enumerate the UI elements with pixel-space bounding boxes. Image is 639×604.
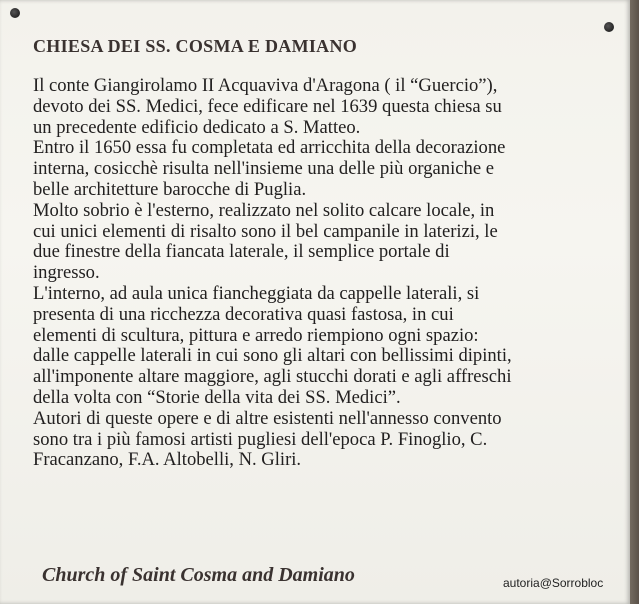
body-line: presenta di una ricchezza decorativa quasi fastosa, in cui [33, 303, 454, 325]
body-line: due finestre della fiancata laterale, il semplice portale di [33, 241, 450, 263]
body-line: della volta con “Storie della vita dei SS. Medici”. [33, 386, 401, 408]
body-line: dalle cappelle laterali in cui sono gli altari con bellissimi dipinti, [33, 345, 512, 367]
body-line: Entro il 1650 essa fu completata ed arricchita della decorazione [33, 137, 506, 159]
body-line: all'imponente altare maggiore, agli stucchi dorati e agli affreschi [33, 366, 512, 388]
body-line: Fracanzano, F.A. Altobelli, N. Gliri. [33, 449, 302, 471]
screw-top-left-icon [10, 8, 20, 18]
screw-top-right-icon [604, 22, 614, 32]
body-line: Autori di queste opere e di altre esistenti nell'annesso convento [33, 407, 502, 429]
plaque-title: CHIESA DEI SS. COSMA E DAMIANO [33, 36, 358, 56]
body-line: interna, cosicchè risulta nell'insieme una delle più organiche e [33, 158, 494, 180]
body-line: cui unici elementi di risalto sono il bel campanile in laterizi, le [33, 220, 498, 242]
body-line: devoto dei SS. Medici, fece edificare nel 1639 questa chiesa su [33, 95, 502, 117]
body-line: Molto sobrio è l'esterno, realizzato nel solito calcare locale, in [33, 199, 495, 221]
body-line: ingresso. [33, 262, 100, 284]
body-line: Il conte Giangirolamo II Acquaviva d'Aragona ( il “Guercio”), [33, 75, 498, 96]
photo-watermark: autoria@Sorrobloc [503, 576, 604, 590]
english-title: Church of Saint Cosma and Damiano [42, 564, 355, 586]
body-line: sono tra i più famosi artisti pugliesi dell'epoca P. Finoglio, C. [33, 428, 488, 450]
body-line: L'interno, ad aula unica fiancheggiata da cappelle laterali, si [33, 282, 480, 304]
plaque-body [33, 76, 618, 471]
body-line: elementi di scultura, pittura e arredo riempiono ogni spazio: [33, 324, 479, 346]
body-line: belle architetture barocche di Puglia. [33, 178, 307, 200]
body-line: un precedente edificio dedicato a S. Matteo. [33, 116, 361, 138]
